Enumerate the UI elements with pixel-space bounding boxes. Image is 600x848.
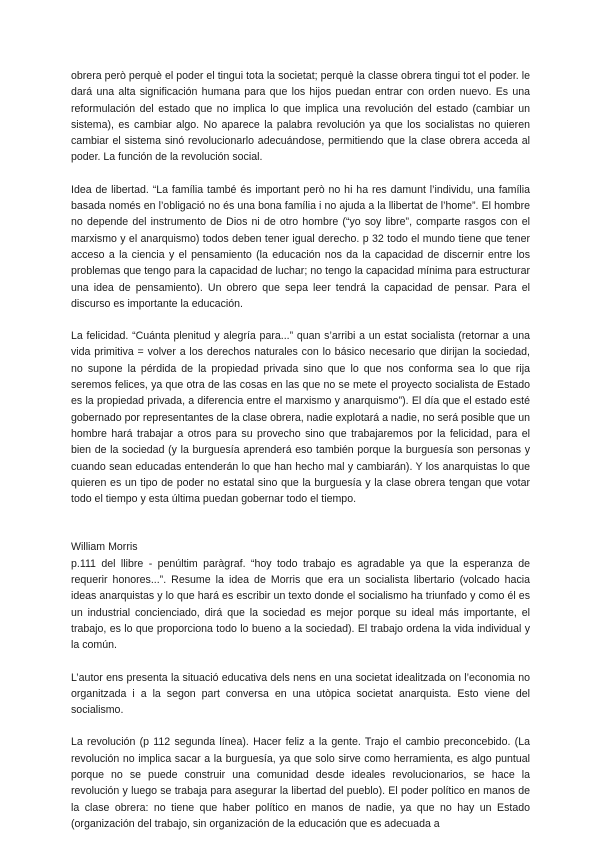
paragraph-spacer — [71, 166, 530, 182]
section-spacer — [71, 507, 530, 539]
paragraph-spacer — [71, 654, 530, 670]
section-heading-william-morris: William Morris — [71, 541, 138, 554]
paragraph-socialist-power: obrera però perquè el poder el tingui tota la societat; perquè la classe obrera tingui tot el poder. le dará una alta significación humana para que los hijos puedan entrar con orden nuevo. Es una reformulación del estado que no implica lo que implica una revolución del estado (cambiar un sistema), es cambiar algo. No aparece la palabra revolución ya que los socialistas no quieren cambiar el sistema sinó revolucionarlo adecuándose, permitiendo que la clase obrera acceda al poder. La función de la revolución social. — [71, 70, 530, 164]
paragraph-spacer — [71, 718, 530, 734]
paragraph-morris-p111: p.111 del llibre - penúltim paràgraf. “hoy todo trabajo es agradable ya que la esperanza de requerir honores...”. Resume la idea de Morris que era un socialista libertario (volcado hacia ideas anarquistas y lo que hará es escribir un texto donde el socialismo ha triunfado y como él es un industrial concienciado, dirá que la sociedad es mejor porque su ideal más importante, el trabajo, es lo que proporciona todo lo bueno a la sociedad). El trabajo ordena la vida individual y la común. — [71, 557, 530, 652]
paragraph-la-felicidad: La felicidad. “Cuánta plenitud y alegría para...” quan s’arribi a un estat socialista (retornar a una vida primitiva = volver a los derechos naturales con lo básico necesario que dirijan la sociedad, no supone la pérdida de la propiedad privada sino que lo que nos conforma sea lo que rija seremos felices, ya que otra de las cosas en las que no se mete el proyecto socialista de Estado es la propiedad privada, a diferencia entre el marxismo y anarquismo”). El día que el estado esté gobernado por representantes de la clase obrera, nadie explotará a nadie, no será posible que un hombre hará trabajar a otros para su provecho sino que trabajaremos por la felicidad, para el bien de la sociedad (y la burguesía aprenderá eso también porque la burguesía son personas y cuando sean educadas entenderán lo que han hecho mal y cambiarán). Y los anarquistas lo que quieren es un tipo de poder no estatal sino que la burguesía y la clase obrera tengan que votar todo el tiempo y esta última puedan gobernar todo el tiempo. — [71, 330, 530, 506]
paragraph-spacer — [71, 312, 530, 328]
paragraph-la-revolucion: La revolución (p 112 segunda línea). Hacer feliz a la gente. Trajo el cambio preconcebido. (La revolución no implica sacar a la burguesía, ya que solo sirve como herramienta, es algo puntual porque no se puede construir una comunidad desde ideales revolucionarios, se hace la revolución y luego se trabaja para asegurar la libertad del pueblo). El poder político en manos de la clase obrera: no tiene que haber político en manos de nadie, ya que no hay un Estado (organización del trabajo, sin organización de la educación que es adecuada a — [71, 736, 530, 830]
paragraph-autor-situacio: L’autor ens presenta la situació educativa dels nens en una societat idealitzada on l’economia no organitzada i a la segon part conversa en una utòpica societat anarquista. Esto viene del socialismo. — [71, 671, 530, 717]
paragraph-idea-de-libertad: Idea de libertad. “La família també és important però no hi ha res damunt l’individu, una família basada només en l’obligació no és una bona família i no ajuda a la llibertat de l’home”. El hombre no depende del instrumento de Dios ni de otro hombre (“yo soy libre”, comparte rasgos con el marxismo y el anarquismo) todos deben tener igual derecho. p 32 todo el mundo tiene que tener acceso a la ciencia y el pensamiento (la educación nos da la capacidad de discernir entre los problemas que tengo para la capacidad de luchar; no tengo la capacidad mínima para estructurar una idea de pensamiento). Un obrero que sepa leer tendrá la capacidad de pensar. Para el discurso es importante la educación. — [71, 183, 530, 310]
